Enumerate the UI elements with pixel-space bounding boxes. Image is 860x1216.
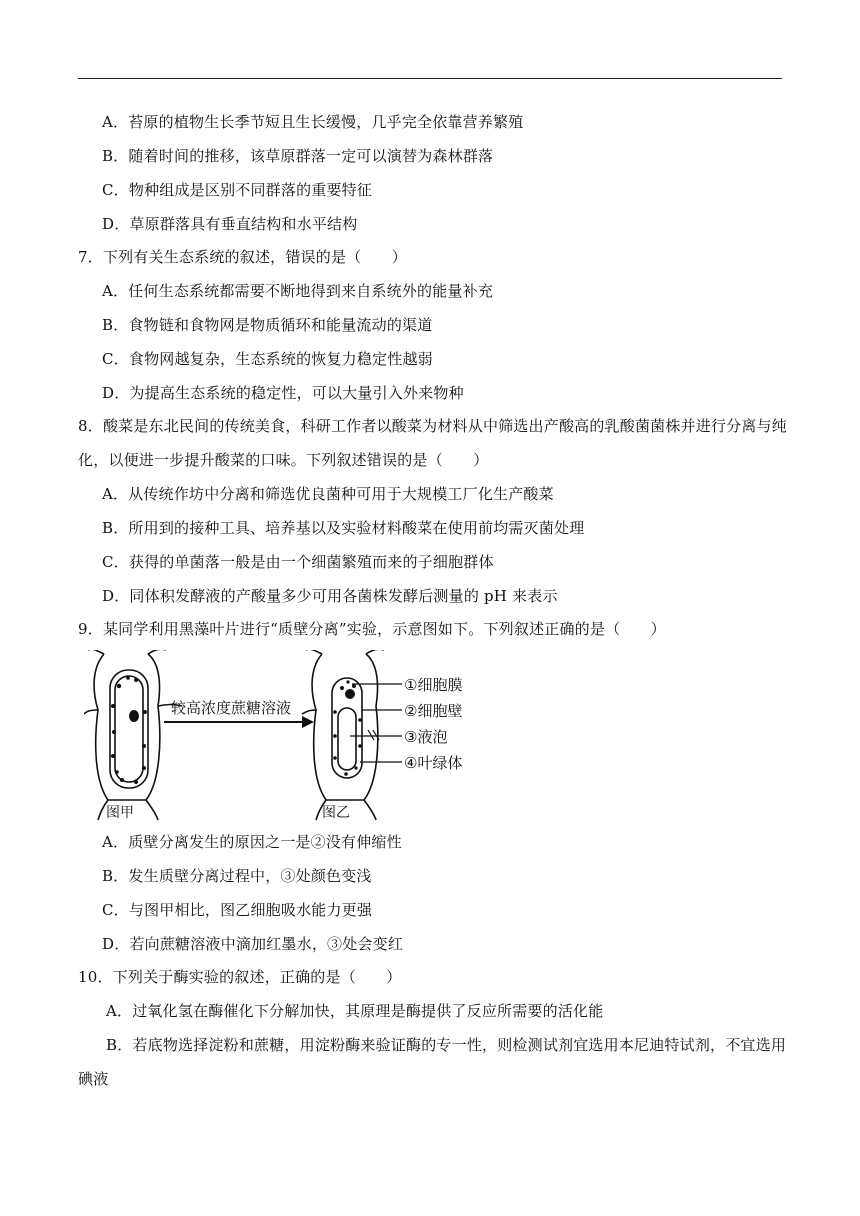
q8-option-d: D．同体积发酵液的产酸量多少可用各菌株发酵后测量的 pH 来表示 (102, 587, 558, 605)
leader-lines (350, 684, 402, 762)
q8-stem-line1: 8．酸菜是东北民间的传统美食，科研工作者以酸菜为材料从中筛选出产酸高的乳酸菌菌株并进行分离与纯 (78, 417, 787, 435)
q10-option-b: B．若底物选择淀粉和蔗糖，用淀粉酶来验证酶的专一性，则检测试剂宜选用本尼迪特试剂，不宜选用 (106, 1036, 787, 1054)
q7-option-b: B．食物链和食物网是物质循环和能量流动的渠道 (102, 316, 433, 334)
q10-option-a: A．过氧化氢在酶催化下分解加快，其原理是酶提供了反应所需要的活化能 (106, 1002, 604, 1020)
cell-a-chloroplasts (111, 676, 147, 784)
label-chloroplast: ④叶绿体 (404, 754, 463, 772)
plasmolysis-figure (84, 650, 484, 822)
q6-option-b: B．随着时间的推移，该草原群落一定可以演替为森林群落 (102, 147, 494, 165)
q8-option-a: A．从传统作坊中分离和筛选优良菌种可用于大规模工厂化生产酸菜 (102, 485, 554, 503)
q6-option-a: A．苔原的植物生长季节短且生长缓慢，几乎完全依靠营养繁殖 (102, 113, 524, 131)
label-cell-wall: ②细胞壁 (404, 702, 463, 720)
arrow (164, 716, 314, 728)
q8-option-b: B．所用到的接种工具、培养基以及实验材料酸菜在使用前均需灭菌处理 (102, 519, 585, 537)
header-rule (78, 78, 782, 79)
q7-stem: 7．下列有关生态系统的叙述，错误的是（ ） (78, 248, 407, 266)
q7-option-c: C．食物网越复杂，生态系统的恢复力稳定性越弱 (102, 350, 433, 368)
label-vacuole: ③液泡 (404, 728, 448, 746)
q8-option-c: C．获得的单菌落一般是由一个细菌繁殖而来的子细胞群体 (102, 553, 494, 571)
q10-stem: 10．下列关于酶实验的叙述，正确的是（ ） (78, 968, 402, 986)
q9-stem: 9．某同学利用黑藻叶片进行“质壁分离”实验，示意图如下。下列叙述正确的是（ ） (78, 620, 666, 638)
q6-option-d: D．草原群落具有垂直结构和水平结构 (102, 215, 358, 233)
q9-option-a: A．质壁分离发生的原因之一是②没有伸缩性 (102, 833, 402, 851)
caption-a: 图甲 (106, 805, 134, 821)
q7-option-d: D．为提高生态系统的稳定性，可以大量引入外来物种 (102, 384, 464, 402)
q9-option-c: C．与图甲相比，图乙细胞吸水能力更强 (102, 901, 373, 919)
q7-option-a: A．任何生态系统都需要不断地得到来自系统外的能量补充 (102, 282, 494, 300)
q8-stem-line2: 化，以便进一步提升酸菜的口味。下列叙述错误的是（ ） (78, 451, 489, 469)
caption-b: 图乙 (322, 805, 350, 821)
arrow-label: 较高浓度蔗糖溶液 (171, 699, 292, 717)
cell-a (84, 650, 182, 820)
q9-option-d: D．若向蔗糖溶液中滴加红墨水，③处会变红 (102, 935, 404, 953)
q9-option-b: B．发生质壁分离过程中，③处颜色变浅 (102, 867, 372, 885)
q6-option-c: C．物种组成是区别不同群落的重要特征 (102, 181, 373, 199)
cell-b (302, 650, 384, 820)
label-cell-membrane: ①细胞膜 (404, 676, 463, 694)
q10-option-b-cont: 碘液 (78, 1070, 109, 1088)
